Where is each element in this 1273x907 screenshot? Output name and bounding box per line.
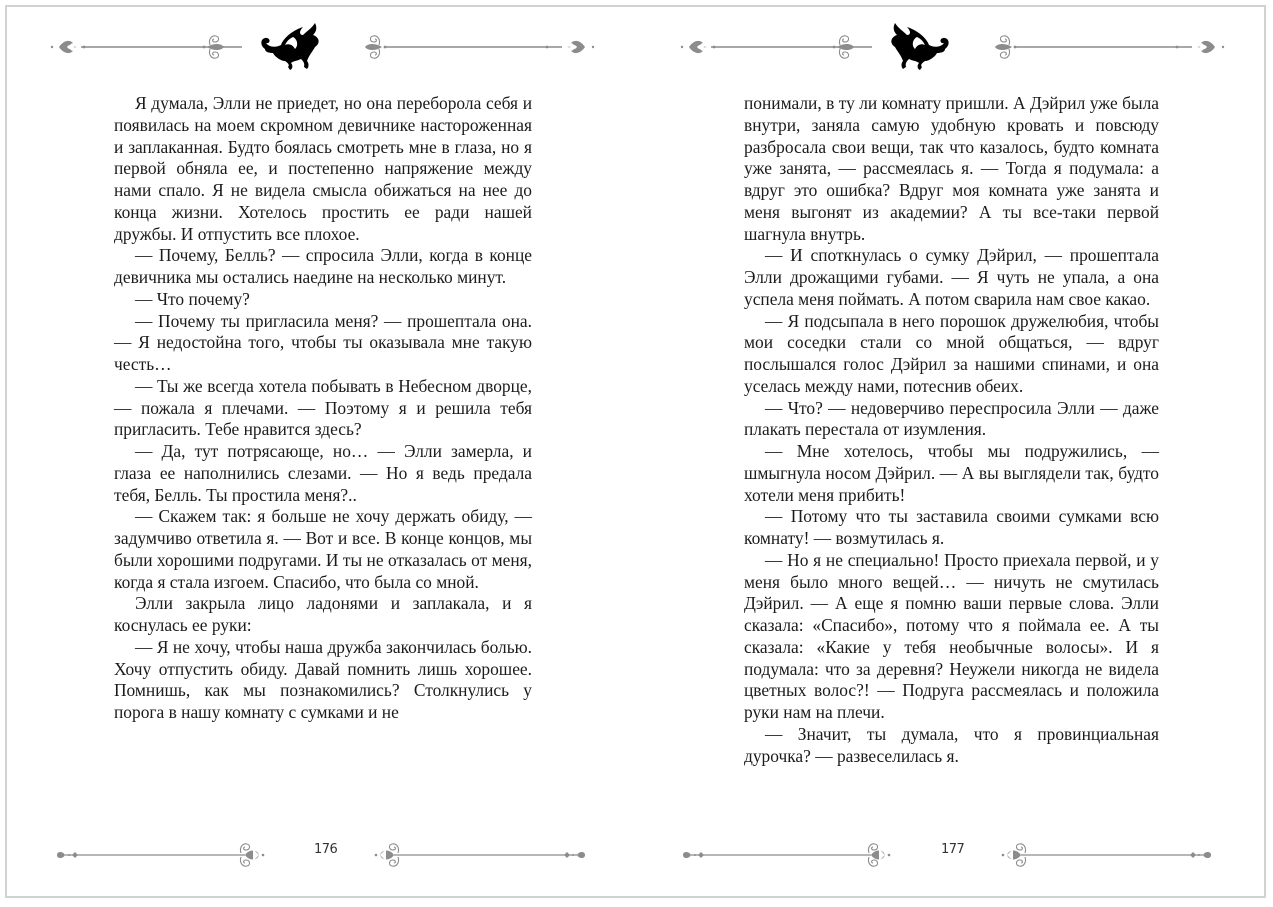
paragraph: — Значит, ты думала, что я провинциальная дурочка? — развеселилась я. xyxy=(744,723,1159,766)
paragraph: — Да, тут потрясающе, но… — Элли замерла, и глаза ее наполнились слезами. — Но я ведь предала тебя, Белль. Ты простила меня?.. xyxy=(114,441,532,505)
dragon-icon xyxy=(261,23,318,70)
paragraph: — Что? — недоверчиво переспросила Элли — даже плакать перестала от изумления. xyxy=(744,397,1159,440)
right-page xyxy=(637,7,1267,896)
paragraph: — Ты же всегда хотела побывать в Небесном дворце, — пожала я плечами. — Поэтому я и решила тебя пригласить. Тебе нравится здесь? xyxy=(114,375,532,440)
book-spread xyxy=(5,5,1266,898)
paragraph-continuation: понимали, в ту ли комнату пришли. А Дэйрил уже была внутри, заняла самую удобную кровать и повсюду разбросала свои вещи, так что казалось, будто комната уже занята, — рассмеялась я. — Тогда я подумала: а вдруг это ошибка? Вдруг моя комната уже занята и меня выгонят из академии? А ты все-таки первой шагнула внутрь. xyxy=(744,93,1159,244)
paragraph: — Потому что ты заставила своими сумками всю комнату! — возмутилась я. xyxy=(744,506,1159,548)
header-ornament xyxy=(637,17,1267,77)
paragraph: — И споткнулась о сумку Дэйрил, — прошептала Элли дрожащими губами. — Я чуть не упала, а она успела меня поймать. А потом сварила нам свое какао. xyxy=(744,245,1159,309)
dragon-icon xyxy=(891,23,948,70)
page-number: 177 xyxy=(941,842,965,857)
paragraph: Я думала, Элли не приедет, но она переборола себя и появилась на моем скромном девичнике настороженная и заплаканная. Будто боялась смотреть мне в глаза, но я первой обняла ее, и постепенно напряжение между нами спало. Я не видела смысла обижаться на нее до конца жизни. Хотелось простить ее ради нашей дружбы. И отпустить все плохое. xyxy=(114,93,532,244)
paragraph: — Я подсыпала в него порошок дружелюбия, чтобы мои соседки стали со мной общаться, — вдруг послышался голос Дэйрил за нашими спинами, и она уселась между нами, потеснив обеих. xyxy=(744,310,1159,396)
left-page xyxy=(7,7,637,896)
paragraph: — Но я не специально! Просто приехала первой, и у меня было много вещей… — ничуть не смутилась Дэйрил. — А еще я помню ваши первые слова. Элли сказала: «Спасибо», потому что я поймала ее. А ты сказала: «Какие у тебя необычные волосы». И я подумала: что за деревня? Неужели никогда не видела цветных волос?! — Подруга рассмеялась и положила руки нам на плечи. xyxy=(744,549,1159,722)
page-number: 176 xyxy=(314,842,338,857)
header-ornament xyxy=(7,17,637,77)
right-page-body xyxy=(744,93,1159,767)
flourish-divider-icon xyxy=(637,17,1267,77)
paragraph: — Почему, Белль? — спросила Элли, когда в конце девичника мы остались наедине на несколько минут. xyxy=(114,245,532,287)
paragraph: — Скажем так: я больше не хочу держать обиду, — задумчиво ответила я. — Вот и все. В конце концов, мы были хорошими подругами. И ты не отказалась от меня, когда я стала изгоем. Спасибо, что была со мной. xyxy=(114,506,532,592)
paragraph: Элли закрыла лицо ладонями и заплакала, и я коснулась ее руки: xyxy=(114,593,532,635)
paragraph: — Что почему? xyxy=(135,288,250,309)
paragraph: — Я не хочу, чтобы наша дружба закончилась болью. Хочу отпустить обиду. Давай помнить лишь хорошее. Помнишь, как мы познакомились? Столкнулись у порога в нашу комнату с сумками и не xyxy=(114,636,532,722)
paragraph: — Почему ты пригласила меня? — прошептала она. — Я недостойна того, чтобы ты оказывала мне такую честь… xyxy=(114,310,532,374)
flourish-divider-icon xyxy=(7,17,637,77)
left-page-body xyxy=(114,93,532,724)
paragraph: — Мне хотелось, чтобы мы подружились, — шмыгнула носом Дэйрил. — А вы выглядели так, будто хотели меня прибить! xyxy=(744,441,1159,505)
